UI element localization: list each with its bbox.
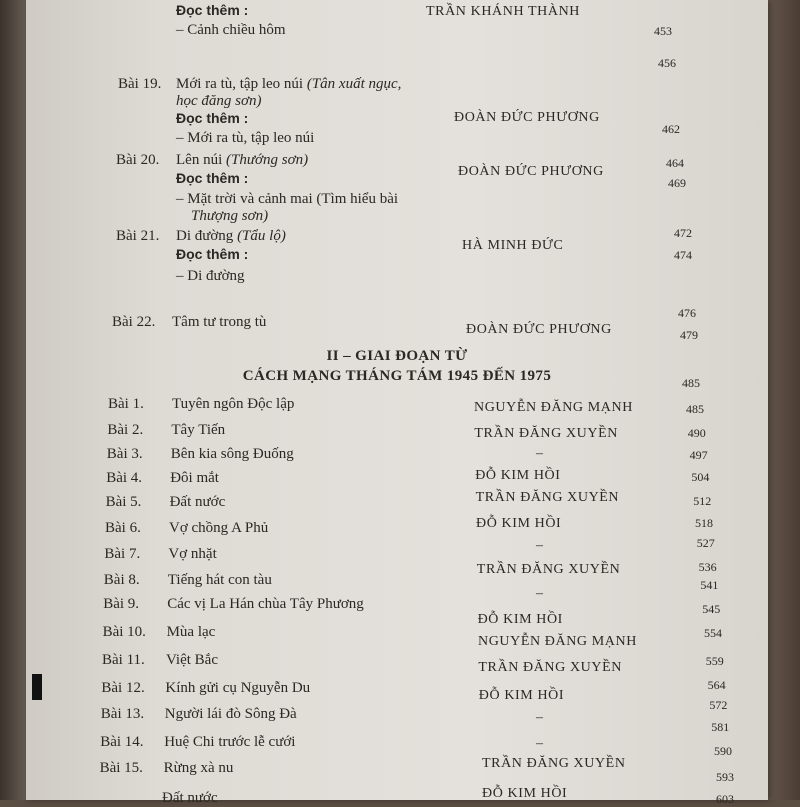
author: TRẦN ĐĂNG XUYỀN (478, 660, 622, 675)
lesson-title: Người lái đò Sông Đà (164, 706, 297, 722)
page-number: 541 (700, 578, 719, 592)
doc-them-label: Đọc thêm : (176, 110, 249, 126)
section-heading-line2: CÁCH MẠNG THÁNG TÁM 1945 ĐẾN 1975 (242, 368, 552, 384)
page-number: 564 (707, 678, 726, 692)
lesson-label: Bài 14. (100, 734, 144, 750)
lesson-label: Bài 2. (107, 422, 144, 438)
lesson-title: Vợ chồng A Phủ (169, 520, 269, 536)
lesson-title: Việt Bắc (166, 652, 218, 668)
doc-them-label: Đọc thêm : (176, 170, 249, 186)
author: HÀ MINH ĐỨC (462, 238, 564, 253)
page-number: 472 (674, 226, 692, 240)
lesson-title: Tiếng hát con tàu (167, 572, 272, 588)
lesson-title: Di đường (Tẩu lộ) (176, 228, 286, 244)
section-heading-line1: II – GIAI ĐOẠN TỪ (326, 348, 468, 364)
author: TRẦN ĐĂNG XUYỀN (474, 426, 618, 441)
lesson-title: Mùa lạc (166, 624, 216, 640)
lesson-title: Đôi mắt (170, 470, 219, 486)
lesson-label: Bài 9. (103, 596, 140, 612)
page-number: 490 (687, 426, 706, 440)
lesson-label: Bài 20. (116, 152, 160, 168)
page-number: 456 (658, 56, 676, 70)
page-number: 469 (668, 176, 686, 190)
lesson-title: Tây Tiến (171, 422, 226, 438)
lesson-label: Bài 19. (118, 76, 162, 92)
page-number: 572 (709, 698, 728, 712)
author: – (536, 736, 544, 751)
lesson-title: Huệ Chi trước lễ cưới (164, 734, 296, 750)
author: ĐOÀN ĐỨC PHƯƠNG (458, 164, 604, 179)
page-number: 554 (704, 626, 722, 640)
author: TRẦN ĐĂNG XUYỀN (475, 490, 620, 505)
lesson-label: Bài 6. (105, 520, 141, 536)
author: NGUYỄN ĐĂNG MẠNH (474, 400, 633, 415)
author: ĐỖ KIM HỒI (478, 688, 565, 703)
author: – (536, 538, 544, 553)
doc-them-label: Đọc thêm : (176, 2, 249, 18)
reading-title-cont: Thượng sơn) (191, 208, 269, 224)
lesson-label: Bài 15. (99, 760, 143, 776)
document-page (26, 0, 768, 806)
page-number: 603 (716, 792, 734, 806)
page-number: 479 (680, 328, 698, 342)
author: TRẦN KHÁNH THÀNH (426, 4, 581, 19)
lesson-title: Bên kia sông Đuống (170, 446, 294, 462)
author: – (536, 586, 544, 601)
page-number: 518 (695, 516, 713, 530)
reading-title: – Cảnh chiều hôm (176, 22, 286, 38)
page-number: 462 (662, 122, 680, 136)
lesson-title: Tuyên ngôn Độc lập (172, 396, 295, 412)
page-number: 476 (678, 306, 696, 320)
author: ĐỖ KIM HỒI (477, 612, 563, 627)
page-number: 485 (682, 376, 700, 390)
page-number: 464 (666, 156, 684, 170)
lesson-title: Rừng xà nu (163, 760, 234, 776)
author: TRẦN ĐĂNG XUYỀN (476, 562, 621, 577)
lesson-title: Các vị La Hán chùa Tây Phương (167, 596, 364, 612)
page-number: 453 (654, 24, 672, 38)
lesson-title: Vợ nhặt (168, 546, 217, 562)
author: ĐỖ KIM HỒI (482, 786, 568, 801)
lesson-label: Bài 13. (100, 706, 145, 722)
lesson-label: Bài 10. (102, 624, 146, 640)
page-number: 536 (698, 560, 717, 574)
author: ĐỖ KIM HỒI (475, 468, 561, 483)
author: TRẦN ĐĂNG XUYỀN (482, 756, 626, 771)
page-number: 581 (711, 720, 730, 734)
lesson-label: Bài 4. (106, 470, 143, 486)
lesson-label: Bài 22. (112, 314, 156, 330)
page-number: 545 (702, 602, 721, 616)
author: – (536, 446, 544, 461)
lesson-title: Lên núi (Thướng sơn) (176, 152, 309, 168)
doc-them-label: Đọc thêm : (176, 246, 249, 262)
page-number: 593 (716, 770, 734, 784)
reading-title: – Di đường (176, 268, 245, 284)
lesson-label: Bài 5. (105, 494, 142, 510)
reading-title: – Mới ra tù, tập leo núi (176, 130, 315, 146)
page-number: 497 (689, 448, 708, 462)
lesson-label: Bài 11. (102, 652, 145, 668)
lesson-title: Kính gửi cụ Nguyễn Du (165, 680, 311, 696)
lesson-label: Bài 7. (104, 546, 141, 562)
lesson-title: Đất nước (162, 790, 218, 806)
author: NGUYỄN ĐĂNG MẠNH (478, 634, 637, 649)
reading-title: – Mặt trời và cảnh mai (Tìm hiểu bài (176, 191, 399, 207)
author: – (536, 710, 544, 725)
lesson-title-cont: học đăng sơn) (176, 93, 262, 109)
lesson-title: Đất nước (169, 494, 226, 510)
lesson-label: Bài 3. (106, 446, 143, 462)
lesson-label: Bài 8. (103, 572, 140, 588)
binder-tab (32, 674, 42, 700)
page-number: 504 (691, 470, 710, 484)
lesson-label: Bài 1. (108, 396, 144, 412)
author: ĐOÀN ĐỨC PHƯƠNG (466, 322, 612, 337)
page-number: 559 (705, 654, 724, 668)
lesson-label: Bài 21. (116, 228, 160, 244)
page-number: 590 (714, 744, 732, 758)
author: ĐỖ KIM HỒI (476, 516, 562, 531)
lesson-label: Bài 12. (101, 680, 145, 696)
lesson-title: Mới ra tù, tập leo núi (Tân xuất ngục, (176, 76, 402, 92)
author: ĐOÀN ĐỨC PHƯƠNG (454, 110, 600, 125)
page-number: 485 (686, 402, 704, 416)
lesson-title: Tâm tư trong tù (172, 314, 267, 330)
page-number: 527 (696, 536, 715, 550)
page-number: 474 (674, 248, 692, 262)
page-number: 512 (693, 494, 712, 508)
